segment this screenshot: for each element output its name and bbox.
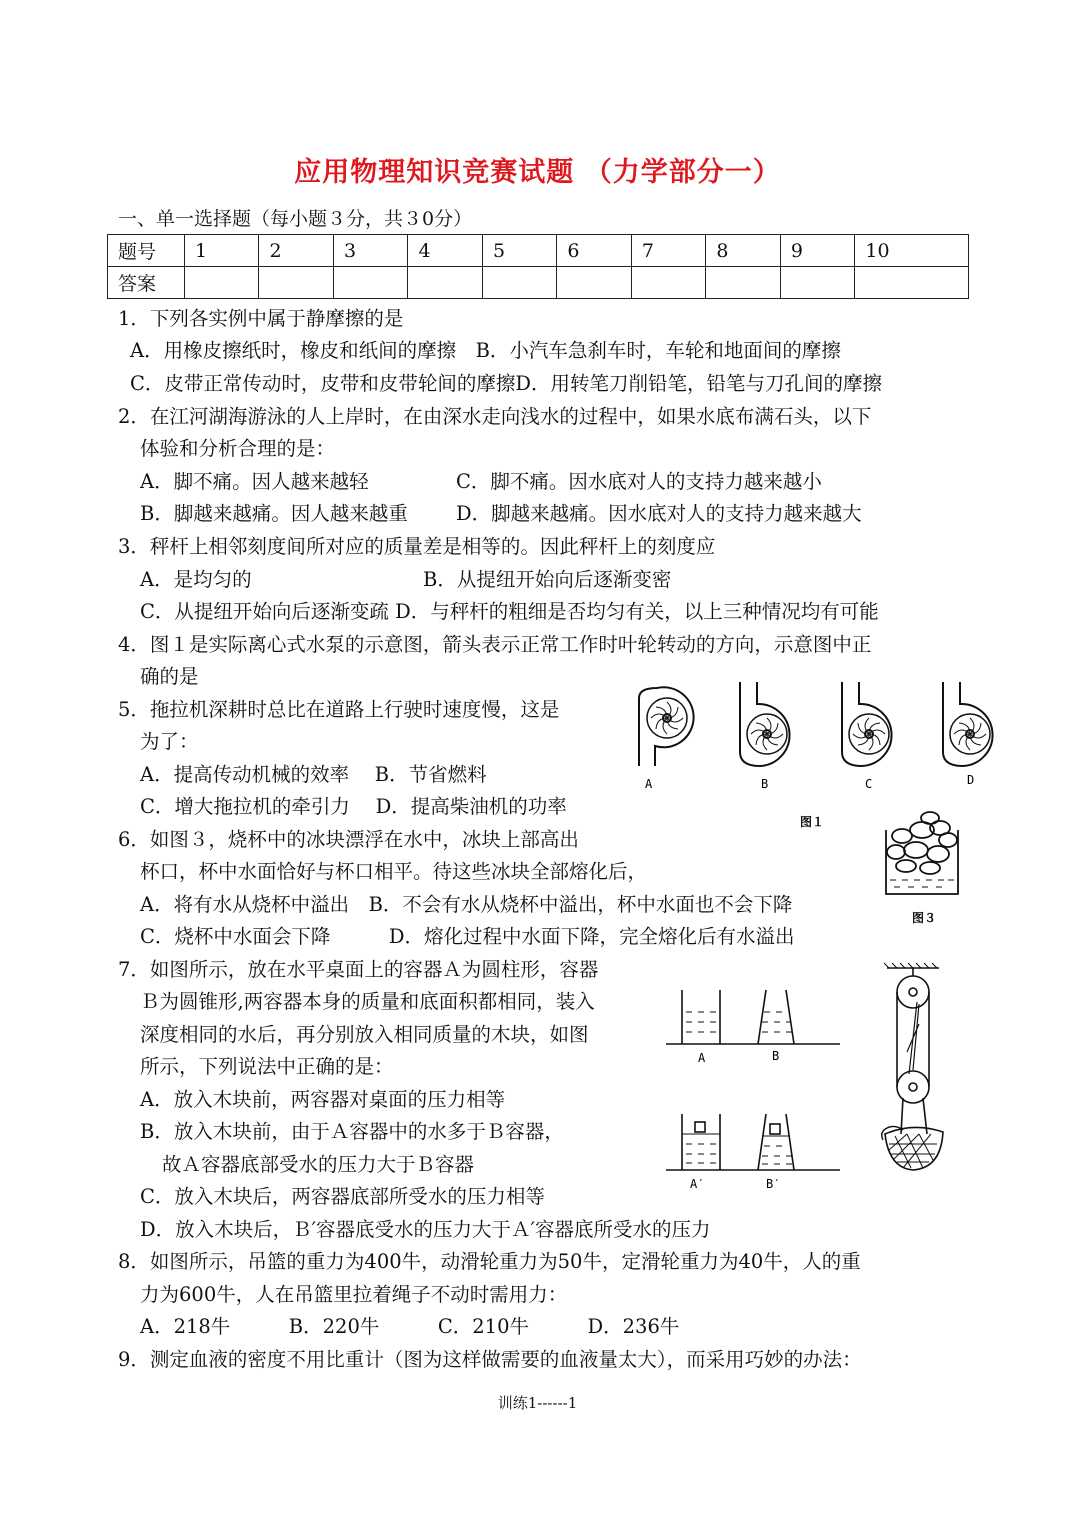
question-7-option-c: C．放入木块后，两容器底部所受水的压力相等 (140, 1185, 545, 1208)
figure-7-label-a-prime: A′ (690, 1177, 705, 1191)
figure-7-label-b-prime: B′ (766, 1177, 781, 1191)
table-row (108, 267, 969, 299)
table-cell: 1 (185, 235, 259, 267)
question-7-option-a: A．放入木块前，两容器对桌面的压力相等 (140, 1088, 506, 1111)
question-7-option-d: D．放入木块后，Ｂ′容器底受水的压力大于Ａ′容器底所受水的压力 (140, 1218, 711, 1241)
question-5-stem-cont: 为了： (140, 730, 199, 753)
question-4-stem-cont: 确的是 (140, 665, 199, 688)
question-6-stem-cont: 杯口，杯中水面恰好与杯口相平。待这些冰块全部熔化后， (140, 860, 648, 883)
question-7-option-b-cont: 故Ａ容器底部受水的压力大于Ｂ容器 (162, 1153, 475, 1176)
table-cell: 答案 (108, 267, 185, 299)
question-8-stem-cont: 力为600牛，人在吊篮里拉着绳子不动时需用力： (140, 1283, 568, 1306)
table-cell: 8 (706, 235, 780, 267)
table-row (108, 235, 969, 267)
table-cell: 9 (780, 235, 854, 267)
question-7-option-b: B．放入木块前，由于Ａ容器中的水多于Ｂ容器， (140, 1120, 564, 1143)
figure-7-label-b: B (772, 1049, 780, 1063)
table-cell: 3 (333, 235, 407, 267)
figure-7-containers (662, 982, 844, 1192)
answer-table (107, 234, 969, 299)
question-3-options-cd: C．从提纽开始向后逐渐变疏 D．与秤杆的粗细是否均匀有关，以上三种情况均有可能 (140, 600, 879, 623)
question-2-stem-cont: 体验和分析合理的是： (140, 437, 336, 460)
question-7-stem: 7．如图所示，放在水平桌面上的容器Ａ为圆柱形，容器 (118, 958, 599, 981)
question-5-stem: 5．拖拉机深耕时总比在道路上行驶时速度慢，这是 (118, 698, 560, 721)
question-3-option-a: A．是均匀的 (140, 568, 252, 591)
question-2-stem: 2．在江河湖海游泳的人上岸时，在由深水走向浅水的过程中，如果水底布满石头，以下 (118, 405, 872, 428)
table-cell: 5 (482, 235, 556, 267)
answer-cell[interactable] (557, 267, 631, 299)
answer-cell[interactable] (780, 267, 854, 299)
question-7-stem-4: 所示，下列说法中正确的是： (140, 1055, 394, 1078)
question-1-options-cd: C．皮带正常传动时，皮带和皮带轮间的摩擦D．用转笔刀削铅笔，铅笔与刀孔间的摩擦 (130, 372, 883, 395)
question-7-stem-2: Ｂ为圆锥形,两容器本身的质量和底面积都相同，装入 (140, 990, 595, 1013)
question-8-options: A．218牛 B．220牛 C．210牛 D．236牛 (140, 1315, 680, 1338)
question-9-stem: 9．测定血液的密度不用比重计（图为这样做需要的血液量太大），而采用巧妙的办法： (118, 1348, 862, 1371)
table-cell: 6 (557, 235, 631, 267)
figure-8-pulley-basket (873, 962, 951, 1184)
table-cell: 题号 (108, 235, 185, 267)
answer-cell[interactable] (482, 267, 556, 299)
question-3-option-b: B．从提纽开始向后逐渐变密 (423, 568, 672, 591)
question-1-options-ab: A．用橡皮擦纸时，橡皮和纸间的摩擦 B．小汽车急刹车时，车轮和地面间的摩擦 (130, 339, 841, 362)
figure-7-label-a: A (698, 1051, 706, 1065)
page-title: 应用物理知识竞赛试题 （力学部分一） (294, 157, 781, 188)
figure-1-label-a: A (645, 777, 653, 791)
table-cell: 2 (259, 235, 333, 267)
table-cell: 4 (408, 235, 482, 267)
question-4-stem: 4．图１是实际离心式水泵的示意图，箭头表示正常工作时叶轮转动的方向，示意图中正 (118, 633, 872, 656)
section-heading: 一、单一选择题（每小题３分，共３0分） (118, 208, 473, 230)
question-2-option-c: C．脚不痛。因水底对人的支持力越来越小 (456, 470, 822, 493)
figure-3-beaker (880, 808, 970, 930)
page-footer: 训练1------1 (497, 1394, 578, 1412)
question-5-options-cd: C．增大拖拉机的牵引力 D．提高柴油机的功率 (140, 795, 567, 818)
answer-cell[interactable] (333, 267, 407, 299)
answer-cell[interactable] (855, 267, 969, 299)
table-cell: 7 (631, 235, 705, 267)
answer-cell[interactable] (706, 267, 780, 299)
answer-cell[interactable] (259, 267, 333, 299)
question-1-stem: 1．下列各实例中属于静摩擦的是 (118, 307, 404, 330)
answer-cell[interactable] (185, 267, 259, 299)
question-5-options-ab: A．提高传动机械的效率 B．节省燃料 (140, 763, 487, 786)
question-8-stem: 8．如图所示，吊篮的重力为400牛，动滑轮重力为50牛，定滑轮重力为40牛，人的重 (118, 1250, 861, 1273)
table-cell: 10 (855, 235, 969, 267)
question-2-option-b: B．脚越来越痛。因人越来越重 (140, 502, 408, 525)
answer-cell[interactable] (408, 267, 482, 299)
question-2-option-a: A．脚不痛。因人越来越轻 (140, 470, 369, 493)
question-6-stem: 6．如图３，烧杯中的冰块漂浮在水中，冰块上部高出 (118, 828, 579, 851)
question-6-options-ab: A．将有水从烧杯中溢出 B．不会有水从烧杯中溢出，杯中水面也不会下降 (140, 893, 793, 916)
question-2-option-d: D．脚越来越痛。因水底对人的支持力越来越大 (456, 502, 862, 525)
figure-1-label-c: C (865, 777, 873, 791)
question-3-stem: 3．秤杆上相邻刻度间所对应的质量差是相等的。因此秤杆上的刻度应 (118, 535, 716, 558)
question-6-options-cd: C．烧杯中水面会下降 D．熔化过程中水面下降，完全熔化后有水溢出 (140, 925, 795, 948)
figure-1-label-b: B (761, 777, 769, 791)
figure-3-caption: 图３ (912, 911, 937, 925)
answer-cell[interactable] (631, 267, 705, 299)
figure-1-caption: 图１ (800, 815, 825, 829)
figure-1-label-d: D (967, 773, 975, 787)
question-7-stem-3: 深度相同的水后，再分别放入相同质量的木块，如图 (140, 1023, 589, 1046)
